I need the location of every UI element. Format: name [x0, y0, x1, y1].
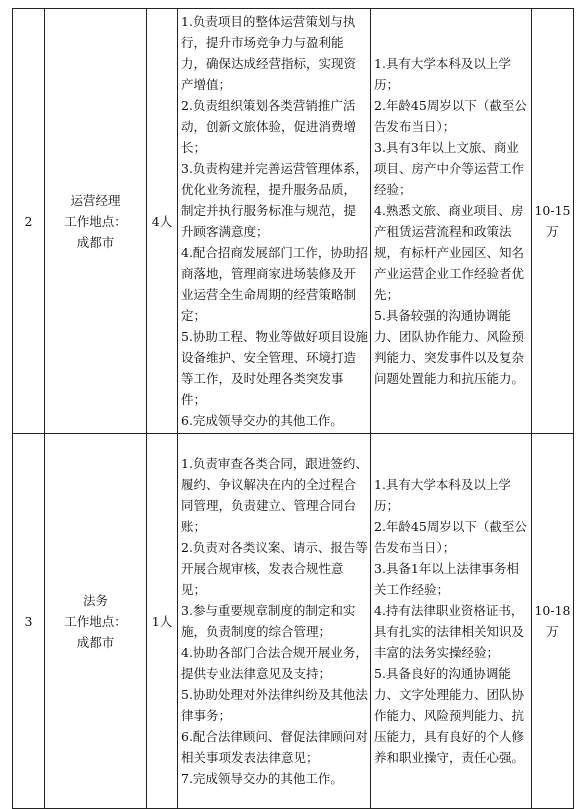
location-value: 成都市: [76, 634, 115, 650]
duty-item: 5.协助工程、物业等做好项目设施设备维护、安全管理、环境打造等工作，及时处理各类突发事件；: [181, 329, 368, 407]
duties-cell: [178, 434, 371, 809]
requirement-item: 2.年龄45周岁以下（截至公告发布当日）；: [374, 98, 527, 134]
requirement-item: 4.持有法律职业资格证书，具有扎实的法律相关知识及丰富的法务实操经验；: [374, 603, 525, 660]
location-value: 成都市: [76, 234, 115, 250]
duty-item: 1.负责项目的整体运营策划与执行，提升市场竞争力与盈利能力，确保达成经营指标，实现资产增值；: [181, 14, 357, 92]
duty-item: 4.协助各部门合法合规开展业务，提供专业法律意见及支持；: [181, 645, 368, 681]
salary-cell: [532, 9, 574, 434]
headcount: 4人: [147, 9, 178, 434]
position-cell: [45, 9, 147, 434]
duty-item: 6.完成领导交办的其他工作。: [181, 413, 343, 428]
row-number: 2: [13, 9, 45, 434]
salary-unit: 万: [546, 624, 559, 639]
duty-item: 6.配合法律顾问、督促法律顾问对相关事项发表法律意见；: [181, 729, 368, 765]
salary-cell: [532, 434, 574, 809]
duty-item: 3.参与重要规章制度的制定和实施，负责制度的综合管理；: [181, 603, 356, 639]
duties-cell: [178, 9, 371, 434]
requirements-cell: [371, 9, 532, 434]
duty-item: 3.负责构建并完善运营管理体系，优化业务流程，提升服务品质，制定并执行服务标准与规范，提升顾客满意度；: [181, 161, 368, 239]
duty-item: 2.负责对各类议案、请示、报告等开展合规审核，发表合规性意见；: [181, 540, 368, 597]
row-number: 3: [13, 434, 45, 809]
position-cell: [45, 434, 147, 809]
requirement-item: 1.具有大学本科及以上学历；: [374, 56, 511, 92]
requirement-item: 3.具备1年以上法律事务相关工作经验；: [374, 561, 519, 597]
table-row: [13, 9, 574, 434]
salary-range: 10-18: [534, 603, 571, 618]
location-label: 工作地点：: [64, 213, 127, 229]
salary-unit: 万: [546, 224, 559, 239]
position-title: 运营经理: [70, 192, 121, 208]
requirement-item: 2.年龄45周岁以下（截至公告发布当日）；: [374, 519, 527, 555]
duty-item: 1.负责审查各类合同，跟进签约、履约、争议解决在内的全过程合同管理，负责建立、管理合同台账；: [181, 456, 368, 534]
requirement-item: 4.熟悉文旅、商业项目、房产租赁运营流程和政策法规，有标杆产业园区、知名产业运营企业工作经验者优先；: [374, 203, 525, 302]
position-title: 法务: [82, 592, 108, 608]
duty-item: 5.协助处理对外法律纠纷及其他法律事务；: [181, 687, 368, 723]
requirement-item: 5.具备较强的沟通协调能力、团队协作能力、风险预判能力、突发事件以及复杂问题处置能力和抗压能力。: [374, 308, 525, 386]
duty-item: 4.配合招商发展部门工作，协助招商落地，管理商家进场装修及开业运营全生命周期的经营策略制定；: [181, 245, 368, 323]
requirement-item: 5.具备良好的沟通协调能力、文字处理能力、团队协作能力、风险预判能力、抗压能力，具有良好的个人修养和职业操守，责任心强。: [374, 666, 525, 765]
location-label: 工作地点：: [64, 613, 127, 629]
salary-range: 10-15: [534, 203, 571, 218]
requirement-item: 1.具有大学本科及以上学历；: [374, 477, 511, 513]
requirements-cell: [371, 434, 532, 809]
duty-item: 7.完成领导交办的其他工作。: [181, 771, 343, 786]
headcount: 1人: [147, 434, 178, 809]
requirement-item: 3.具有3年以上文旅、商业项目、房产中介等运营工作经验；: [374, 140, 525, 197]
job-table: [12, 8, 574, 809]
duty-item: 2.负责组织策划各类营销推广活动，创新文旅体验，促进消费增长；: [181, 98, 357, 155]
table-row: [13, 434, 574, 809]
